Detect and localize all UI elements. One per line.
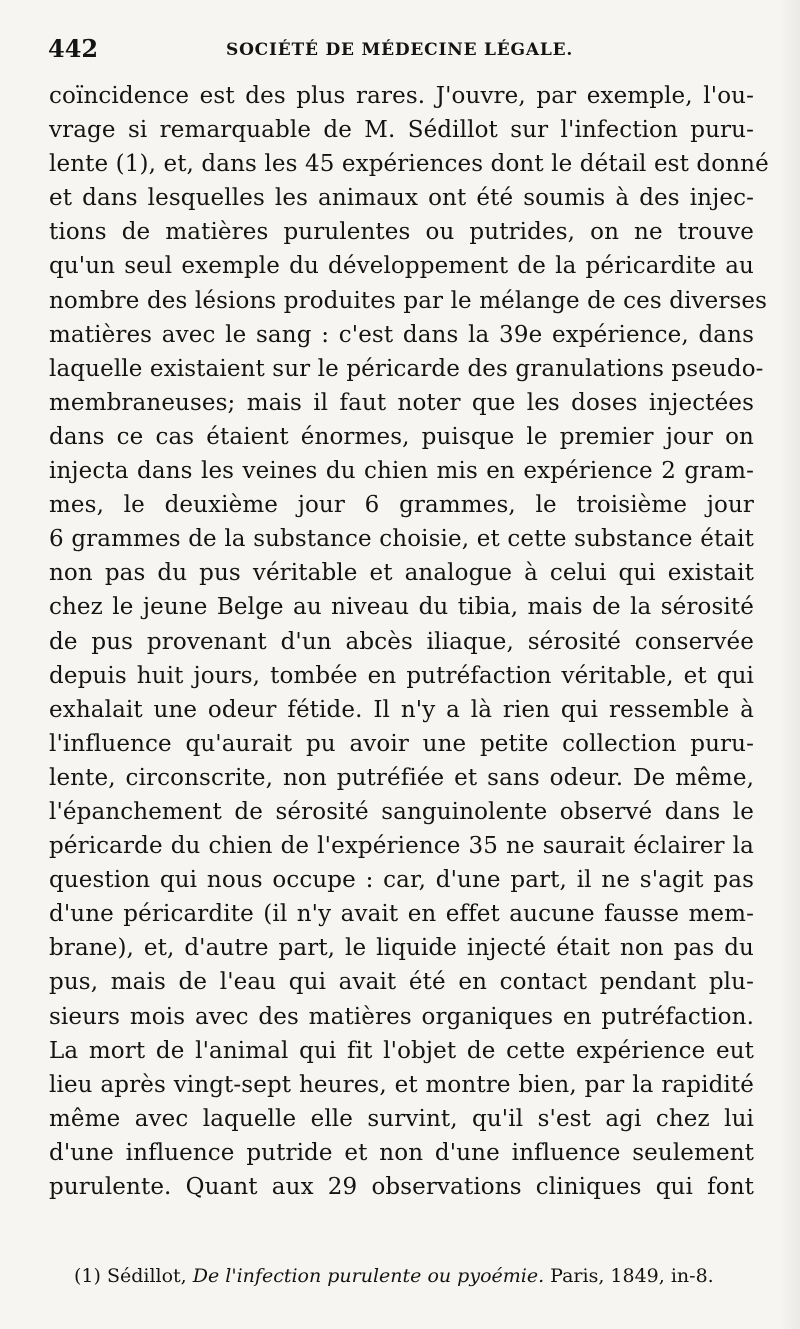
text-line: d'une influence putride et non d'une influence seulement [49,1139,754,1166]
text-line: purulente. Quant aux 29 observations cliniques qui font [49,1174,754,1200]
page-header [48,34,760,64]
page-edge-shadow [780,0,800,1329]
text-line: chez le jeune Belge au niveau du tibia, mais de la sérosité [49,594,754,621]
text-line: mes, le deuxième jour 6 grammes, le troisième jour [49,492,754,519]
text-line: matières avec le sang : c'est dans la 39e expérience, dans [49,321,754,348]
text-line: coïncidence est des plus rares. J'ouvre, par exemple, l'ou- [49,83,754,109]
text-line: l'influence qu'aurait pu avoir une petite collection puru- [49,730,754,757]
text-line: péricarde du chien de l'expérience 35 ne saurait éclairer la [49,833,754,860]
text-line: même avec laquelle elle survint, qu'il s'est agi chez lui [49,1105,754,1132]
text-line: dans ce cas étaient énormes, puisque le premier jour on [49,423,754,450]
text-line: lente (1), et, dans les 45 expériences dont le détail est donné [49,151,769,178]
text-line: de pus provenant d'un abcès iliaque, sérosité conservée [49,628,754,655]
body-text [49,79,769,1204]
text-line: pus, mais de l'eau qui avait été en contact pendant plu- [49,969,754,996]
text-line: lente, circonscrite, non putréfiée et sans odeur. De même, [49,764,754,791]
text-line: injecta dans les veines du chien mis en expérience 2 gram- [49,458,754,485]
text-line: d'une péricardite (il n'y avait en effet aucune fausse mem- [49,901,754,928]
text-line: depuis huit jours, tombée en putréfaction véritable, et qui [49,662,754,689]
text-line: lieu après vingt-sept heures, et montre bien, par la rapidité [49,1071,754,1098]
text-line: brane), et, d'autre part, le liquide injecté était non pas du [49,935,754,962]
text-line: vrage si remarquable de M. Sédillot sur l'infection puru- [49,117,754,144]
footnote-marker: (1) Sédillot, [74,1265,187,1287]
text-line: question qui nous occupe : car, d'une part, il ne s'agit pas [49,867,754,894]
page-number: 442 [48,34,99,63]
text-line: membraneuses; mais il faut noter que les doses injectées [49,389,754,416]
text-line: laquelle existaient sur le péricarde des granulations pseudo- [49,355,764,382]
text-line: l'épanchement de sérosité sanguinolente observé dans le [49,798,754,825]
text-line: exhalait une odeur fétide. Il n'y a là rien qui ressemble à [49,696,754,723]
text-line: 6 grammes de la substance choisie, et cette substance était [49,526,754,553]
text-line: et dans lesquelles les animaux ont été soumis à des injec- [49,185,754,212]
footnote-title: De l'infection purulente ou pyoémie. [192,1265,545,1287]
text-line: non pas du pus véritable et analogue à celui qui existait [49,560,754,587]
text-line: sieurs mois avec des matières organiques en putréfaction. [49,1003,754,1030]
text-line: nombre des lésions produites par le mélange de ces diverses [49,287,768,314]
footnote-publication: Paris, 1849, in-8. [550,1265,714,1287]
text-line: tions de matières purulentes ou putrides, on ne trouve [49,219,754,246]
text-line: qu'un seul exemple du développement de la péricardite au [49,253,754,280]
text-line: La mort de l'animal qui fit l'objet de cette expérience eut [49,1037,754,1064]
running-head: SOCIÉTÉ DE MÉDECINE LÉGALE. [226,40,574,60]
footnote [74,1262,754,1290]
